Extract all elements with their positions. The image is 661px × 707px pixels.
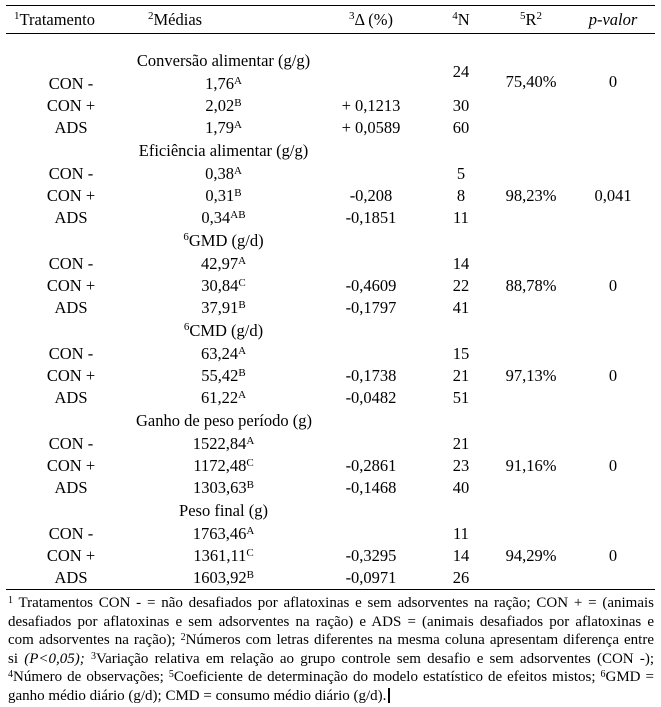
table-row	[6, 207, 655, 229]
cell-delta: -0,1738	[345, 366, 397, 385]
table-row	[6, 387, 655, 409]
cell-p	[571, 567, 655, 590]
empty-cell	[431, 319, 491, 343]
superscript: 2	[148, 9, 154, 22]
media-value: 55,42	[201, 366, 239, 385]
cell-p	[571, 523, 655, 545]
text-segment: Δ (%)	[354, 9, 394, 29]
cell-n: 22	[452, 276, 470, 295]
footnote-line	[8, 613, 654, 632]
cell-media	[136, 523, 311, 545]
cell-delta: -0,0971	[345, 568, 397, 587]
cell-media	[136, 567, 311, 590]
section-title-row	[6, 319, 655, 343]
table-row	[6, 253, 655, 275]
cell-media	[136, 253, 311, 275]
empty-cell	[571, 229, 655, 253]
cell-n: 24	[452, 62, 470, 81]
text-segment: R	[525, 9, 537, 29]
footnotes	[8, 594, 654, 705]
cell-p: 0,041	[594, 186, 632, 205]
cell-media	[136, 163, 311, 185]
media-superscript: B	[234, 187, 242, 199]
media-superscript: B	[238, 299, 246, 311]
cell-media	[136, 117, 311, 139]
cell-media	[136, 455, 311, 477]
spacer-row	[6, 34, 655, 50]
media-superscript: C	[238, 277, 246, 289]
empty-cell	[6, 409, 136, 433]
cell-media	[136, 297, 311, 319]
cell-r2	[491, 297, 571, 319]
cell-tratamento: ADS	[54, 388, 88, 407]
text-segment: ganho médio diário (g/d); CMD = consumo médio diário (g/d).	[8, 687, 387, 704]
cell-r2	[491, 523, 571, 545]
media-value: 1763,46	[192, 524, 247, 543]
cell-p	[571, 117, 655, 139]
cell-tratamento: ADS	[54, 118, 88, 137]
text-segment: GMD =	[605, 669, 654, 685]
spacer-cell	[6, 34, 655, 50]
table-row	[6, 433, 655, 455]
media-value: 0,38	[205, 164, 234, 183]
cell-delta: + 0,0589	[341, 118, 401, 137]
section-title	[136, 499, 311, 523]
text-segment: Números com letras diferentes na mesma coluna apresentam diferença entre	[185, 632, 654, 648]
cell-n: 14	[452, 546, 470, 565]
column-header-r2	[491, 6, 571, 34]
cell-media	[136, 433, 311, 455]
cell-n: 30	[452, 96, 470, 115]
empty-cell	[431, 229, 491, 253]
cell-tratamento: CON +	[46, 96, 96, 115]
footnote-line	[8, 668, 654, 687]
cell-media	[136, 365, 311, 387]
cell-n: 23	[452, 456, 470, 475]
table-row	[6, 95, 655, 117]
empty-cell	[311, 139, 431, 163]
media-superscript: AB	[230, 209, 246, 221]
media-superscript: A	[233, 119, 242, 131]
section-title	[136, 229, 311, 253]
cell-delta: -0,0482	[345, 388, 397, 407]
media-superscript: B	[234, 97, 242, 109]
cell-r2	[491, 567, 571, 590]
cell-r2	[491, 95, 571, 117]
table-row	[6, 117, 655, 139]
cell-r2: 94,29%	[505, 546, 557, 565]
media-superscript: B	[246, 569, 254, 581]
empty-cell	[491, 229, 571, 253]
media-value: 1,79	[205, 118, 234, 137]
column-header-medias	[136, 6, 311, 34]
cell-tratamento: ADS	[54, 478, 88, 497]
table-header	[6, 6, 655, 34]
cell-r2	[491, 343, 571, 365]
cell-media	[136, 343, 311, 365]
table-row	[6, 455, 655, 477]
superscript: 5	[519, 9, 526, 22]
header-row	[6, 6, 655, 34]
cell-r2	[491, 253, 571, 275]
cell-r2	[491, 163, 571, 185]
cell-p	[571, 433, 655, 455]
cell-p	[571, 387, 655, 409]
cell-delta	[311, 163, 431, 185]
cell-media	[136, 207, 311, 229]
text-segment: Número de observações;	[13, 669, 169, 685]
section-title-row	[6, 409, 655, 433]
superscript: 3	[90, 650, 96, 662]
column-header-delta	[311, 6, 431, 34]
section-title	[136, 409, 311, 433]
cell-tratamento: ADS	[54, 208, 88, 227]
empty-cell	[491, 319, 571, 343]
empty-cell	[311, 319, 431, 343]
cell-delta	[311, 523, 431, 545]
section-title-row	[6, 49, 655, 73]
media-value: 1303,63	[193, 478, 247, 497]
table-row	[6, 523, 655, 545]
cell-tratamento: CON +	[46, 456, 96, 475]
cell-delta	[311, 253, 431, 275]
italic-text-segment: p-valor	[588, 9, 638, 29]
cell-n: 14	[452, 254, 470, 273]
cell-tratamento: CON -	[48, 164, 94, 183]
superscript: 1	[8, 595, 13, 606]
cell-p	[571, 95, 655, 117]
superscript: 2	[180, 632, 186, 643]
cell-delta: -0,208	[349, 186, 393, 205]
superscript: 1	[14, 9, 20, 22]
cell-tratamento: CON +	[46, 366, 96, 385]
table-row	[6, 297, 655, 319]
cell-tratamento: ADS	[54, 298, 88, 317]
empty-cell	[6, 49, 136, 73]
footnote-line	[8, 650, 654, 669]
cell-p	[571, 343, 655, 365]
media-superscript: C	[246, 457, 254, 469]
superscript: 6	[600, 669, 606, 680]
cell-n: 40	[452, 478, 470, 497]
column-header-tratamento	[6, 6, 136, 34]
cell-n: 51	[452, 388, 470, 407]
empty-cell	[6, 229, 136, 253]
table-row	[6, 163, 655, 185]
table-row	[6, 477, 655, 499]
section-title	[136, 49, 311, 73]
cell-tratamento: CON -	[48, 344, 94, 363]
text-segment: Variação relativa em relação ao grupo controle sem desafio e sem adsorventes (CON -);	[95, 650, 654, 667]
cell-tratamento: CON -	[48, 74, 94, 93]
section-title-row	[6, 229, 655, 253]
media-superscript: A	[233, 75, 242, 87]
cell-r2	[491, 433, 571, 455]
cell-n: 60	[452, 118, 470, 137]
media-superscript: C	[246, 547, 254, 559]
cell-delta: -0,1851	[345, 208, 397, 227]
media-value: 1361,11	[193, 546, 247, 565]
text-segment: GMD (g/d)	[188, 231, 264, 250]
text-segment: Eficiência alimentar (g/g)	[138, 141, 309, 160]
cell-tratamento: CON -	[48, 434, 94, 453]
cell-media	[136, 545, 311, 567]
cell-p	[571, 477, 655, 499]
cell-r2	[491, 477, 571, 499]
cell-media	[136, 95, 311, 117]
footnote-line	[8, 631, 654, 650]
cell-p	[571, 207, 655, 229]
superscript: 2	[536, 9, 542, 22]
superscript: 4	[452, 9, 458, 22]
cell-n: 41	[452, 298, 470, 317]
cell-p	[571, 297, 655, 319]
text-segment: Ganho de peso período (g)	[136, 411, 312, 430]
cell-tratamento: CON +	[46, 546, 96, 565]
media-value: 1,76	[205, 74, 234, 93]
cell-tratamento: CON -	[48, 524, 94, 543]
media-value: 0,31	[205, 186, 235, 205]
table-row	[6, 567, 655, 590]
text-segment: si	[8, 650, 25, 667]
empty-cell	[6, 139, 136, 163]
section-title	[136, 319, 311, 343]
text-segment: N	[457, 9, 470, 29]
cell-n: 5	[456, 164, 466, 183]
text-segment: Conversão alimentar (g/g)	[136, 51, 311, 70]
cell-delta: -0,1797	[345, 298, 397, 317]
media-value: 1522,84	[192, 434, 247, 453]
media-value: 1172,48	[193, 456, 247, 475]
superscript: 4	[8, 669, 13, 680]
media-superscript: B	[238, 367, 246, 379]
media-value: 63,24	[200, 344, 239, 363]
empty-cell	[571, 139, 655, 163]
cell-media	[136, 387, 311, 409]
cell-n: 26	[452, 568, 470, 587]
media-value: 0,34	[201, 208, 231, 227]
section-title-row	[6, 499, 655, 523]
cell-r2: 97,13%	[505, 366, 557, 385]
media-value: 42,97	[200, 254, 239, 273]
text-segment: Tratamento	[19, 9, 95, 29]
cell-r2	[491, 207, 571, 229]
cell-n: 15	[452, 344, 470, 363]
media-superscript: A	[246, 435, 255, 447]
text-segment: Peso final (g)	[179, 501, 268, 520]
text-segment: com adsorventes na ração);	[8, 632, 181, 648]
cell-media	[136, 477, 311, 499]
empty-cell	[491, 499, 571, 523]
cell-p: 0	[608, 456, 618, 475]
empty-cell	[491, 409, 571, 433]
cell-p: 0	[608, 72, 618, 91]
cell-delta	[311, 73, 431, 95]
results-table	[6, 5, 655, 590]
cell-tratamento: CON -	[48, 254, 94, 273]
cell-n: 21	[452, 366, 470, 385]
empty-cell	[571, 409, 655, 433]
empty-cell	[311, 499, 431, 523]
empty-cell	[571, 319, 655, 343]
empty-cell	[431, 499, 491, 523]
superscript: 3	[348, 9, 355, 22]
table-row	[6, 343, 655, 365]
cell-n: 21	[452, 434, 470, 453]
cell-r2: 91,16%	[505, 456, 557, 475]
media-value: 1603,92	[193, 568, 247, 587]
cell-media	[136, 275, 311, 297]
cell-tratamento: CON +	[46, 186, 96, 205]
section-title-row	[6, 139, 655, 163]
media-superscript: B	[246, 479, 254, 491]
superscript: 6	[183, 231, 189, 243]
empty-cell	[311, 409, 431, 433]
table-row	[6, 275, 655, 297]
empty-cell	[431, 409, 491, 433]
text-segment: Tratamentos CON - = não desafiados por aflatoxinas e sem adsorventes na ração; CON + = (animais	[13, 595, 654, 611]
footnote-line	[8, 594, 654, 613]
cell-r2	[491, 387, 571, 409]
superscript: 6	[183, 321, 190, 333]
media-value: 37,91	[201, 298, 239, 317]
cell-delta: -0,2861	[345, 456, 397, 475]
cell-n: 11	[453, 208, 469, 227]
table-body	[6, 34, 655, 590]
cell-media	[136, 73, 311, 95]
text-segment: desafiados por aflatoxinas e sem adsorventes na ração) e ADS = (animais desafiados por aflatoxinas e	[8, 613, 654, 630]
empty-cell	[311, 229, 431, 253]
cell-p: 0	[608, 546, 618, 565]
media-superscript: A	[238, 389, 247, 401]
empty-cell	[311, 49, 431, 73]
media-value: 61,22	[200, 388, 239, 407]
media-value: 2,02	[205, 96, 235, 115]
cell-p	[571, 253, 655, 275]
text-segment: Médias	[153, 9, 203, 29]
superscript: 5	[168, 669, 174, 680]
cell-delta: + 0,1213	[341, 96, 401, 115]
text-cursor	[388, 688, 390, 703]
cell-n: 11	[453, 524, 469, 543]
cell-media	[136, 185, 311, 207]
cell-delta: -0,1468	[345, 478, 397, 497]
cell-delta	[311, 433, 431, 455]
cell-r2: 88,78%	[505, 276, 557, 295]
empty-cell	[431, 139, 491, 163]
cell-r2: 75,40%	[505, 72, 557, 91]
footnote-line	[8, 687, 654, 706]
empty-cell	[6, 499, 136, 523]
cell-delta: -0,3295	[345, 546, 397, 565]
cell-n: 8	[456, 186, 466, 205]
empty-cell	[491, 139, 571, 163]
cell-delta: -0,4609	[345, 276, 397, 295]
column-header-p-valor	[571, 6, 655, 34]
media-superscript: A	[233, 165, 242, 177]
column-header-n	[431, 6, 491, 34]
italic-text-segment: (P<0,05);	[24, 650, 85, 667]
cell-r2: 98,23%	[505, 186, 557, 205]
table-row	[6, 185, 655, 207]
media-superscript: A	[246, 525, 255, 537]
cell-tratamento: ADS	[54, 568, 88, 587]
empty-cell	[571, 499, 655, 523]
table-row	[6, 545, 655, 567]
media-value: 30,84	[201, 276, 239, 295]
cell-p: 0	[608, 276, 618, 295]
cell-p: 0	[608, 366, 618, 385]
table-row	[6, 365, 655, 387]
empty-cell	[6, 319, 136, 343]
text-segment: Coeficiente de determinação do modelo estatístico de efeitos mistos;	[173, 669, 601, 685]
cell-delta	[311, 343, 431, 365]
text-segment: CMD (g/d)	[189, 321, 264, 340]
cell-tratamento: CON +	[46, 276, 96, 295]
cell-r2	[491, 117, 571, 139]
section-title	[136, 139, 311, 163]
media-superscript: A	[238, 345, 247, 357]
cell-p	[571, 163, 655, 185]
media-superscript: A	[238, 255, 247, 267]
